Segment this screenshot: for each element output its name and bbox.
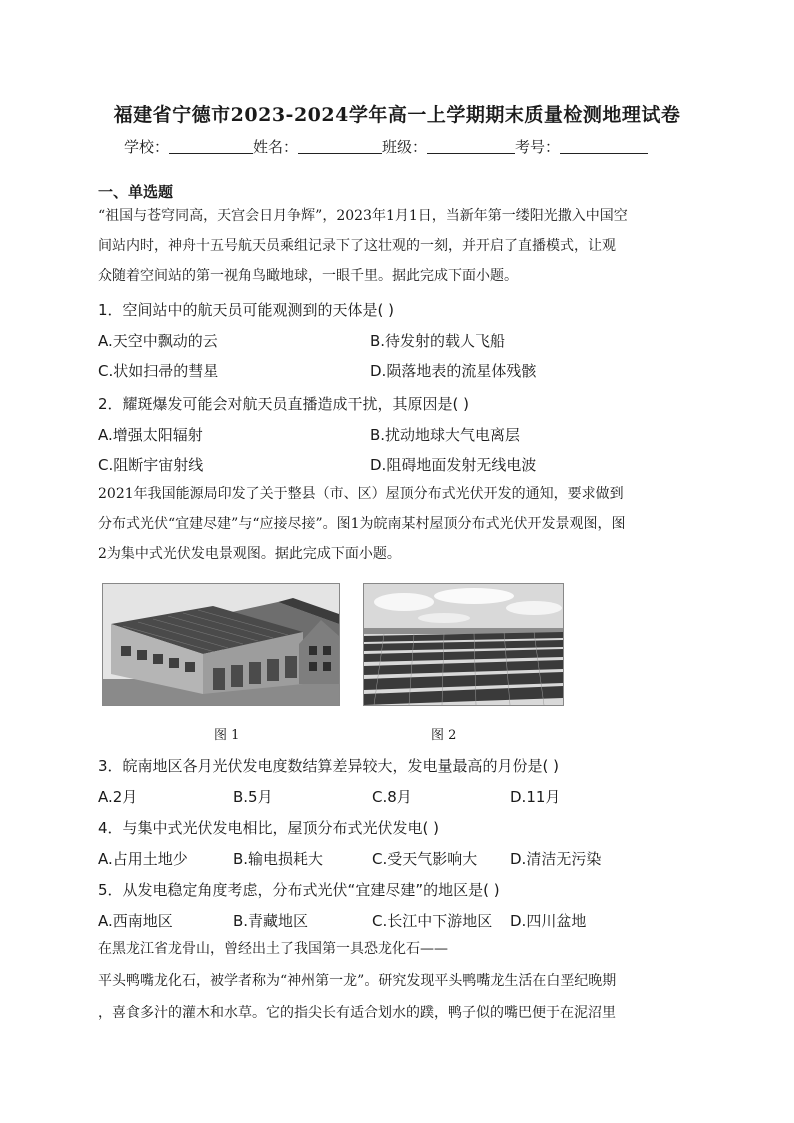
q5-option-a: A.西南地区 xyxy=(98,912,173,930)
question-3-stem: 3．皖南地区各月光伏发电度数结算差异较大，发电量最高的月份是( ) xyxy=(98,757,560,775)
question-2-stem: 2．耀斑爆发可能会对航天员直播造成干扰，其原因是( ) xyxy=(98,395,470,413)
rooftop-solar-illustration xyxy=(103,584,339,705)
passage1-line: 间站内时，神舟十五号航天员乘组记录下了这壮观的一刻，并开启了直播模式，让观 xyxy=(98,238,616,254)
exam-title: 福建省宁德市2023-2024学年高一上学期期末质量检测地理试卷 xyxy=(113,104,681,126)
school-field[interactable] xyxy=(169,139,253,154)
passage2-line: 分布式光伏“宜建尽建”与“应接尽接”。图1为皖南某村屋顶分布式光伏开发景观图，图 xyxy=(98,516,626,532)
q3-option-a: A.2月 xyxy=(98,788,138,806)
q1-option-b: B.待发射的载人飞船 xyxy=(370,332,506,350)
q5-option-d: D.四川盆地 xyxy=(510,912,587,930)
q1-option-c: C.状如扫帚的彗星 xyxy=(98,362,219,380)
q3-option-c: C.8月 xyxy=(372,788,412,806)
number-label: 考号： xyxy=(515,138,561,156)
q4-option-c: C.受天气影响大 xyxy=(372,850,478,868)
passage2-line: 2021年我国能源局印发了关于整县（市、区）屋顶分布式光伏开发的通知，要求做到 xyxy=(98,486,624,502)
figure-1-rooftop-solar-photo xyxy=(102,583,340,706)
class-label: 班级： xyxy=(382,138,428,156)
passage2-line: 2为集中式光伏发电景观图。据此完成下面小题。 xyxy=(98,546,401,562)
q3-option-d: D.11月 xyxy=(510,788,561,806)
figure-1-caption: 图 1 xyxy=(214,728,240,743)
passage3-line: 在黑龙江省龙骨山，曾经出土了我国第一具恐龙化石—— xyxy=(98,941,448,957)
q2-option-d: D.阻碍地面发射无线电波 xyxy=(370,456,537,474)
q4-option-b: B.输电损耗大 xyxy=(233,850,324,868)
q1-option-a: A.天空中飘动的云 xyxy=(98,332,218,350)
question-5-stem: 5．从发电稳定角度考虑，分布式光伏“宜建尽建”的地区是( ) xyxy=(98,881,500,899)
q5-option-b: B.青藏地区 xyxy=(233,912,309,930)
student-info-line xyxy=(124,136,648,157)
figure-2-caption: 图 2 xyxy=(431,728,457,743)
question-4-stem: 4．与集中式光伏发电相比，屋顶分布式光伏发电( ) xyxy=(98,819,440,837)
name-label: 姓名： xyxy=(253,138,299,156)
q1-option-d: D.陨落地表的流星体残骸 xyxy=(370,362,537,380)
passage1-line: “祖国与苍穹同高，天宫会日月争辉”，2023年1月1日，当新年第一缕阳光撒入中国空 xyxy=(98,208,628,224)
q4-option-d: D.清洁无污染 xyxy=(510,850,602,868)
passage3-line: ，喜食多汁的灌木和水草。它的指尖长有适合划水的蹼，鸭子似的嘴巴便于在泥沼里 xyxy=(98,1005,616,1021)
class-field[interactable] xyxy=(427,139,515,154)
q2-option-c: C.阻断宇宙射线 xyxy=(98,456,204,474)
q2-option-b: B.扰动地球大气电离层 xyxy=(370,426,521,444)
q3-option-b: B.5月 xyxy=(233,788,273,806)
name-field[interactable] xyxy=(298,139,382,154)
solar-farm-illustration xyxy=(364,584,563,705)
q4-option-a: A.占用土地少 xyxy=(98,850,188,868)
school-label: 学校： xyxy=(124,138,170,156)
q2-option-a: A.增强太阳辐射 xyxy=(98,426,203,444)
passage3-line: 平头鸭嘴龙化石，被学者称为“神州第一龙”。研究发现平头鸭嘴龙生活在白垩纪晚期 xyxy=(98,973,617,989)
number-field[interactable] xyxy=(560,139,648,154)
section-heading: 一、单选题 xyxy=(98,183,174,201)
question-1-stem: 1．空间站中的航天员可能观测到的天体是( ) xyxy=(98,301,395,319)
passage1-line: 众随着空间站的第一视角鸟瞰地球，一眼千里。据此完成下面小题。 xyxy=(98,268,518,284)
q5-option-c: C.长江中下游地区 xyxy=(372,912,493,930)
figure-2-solar-farm-photo xyxy=(363,583,564,706)
